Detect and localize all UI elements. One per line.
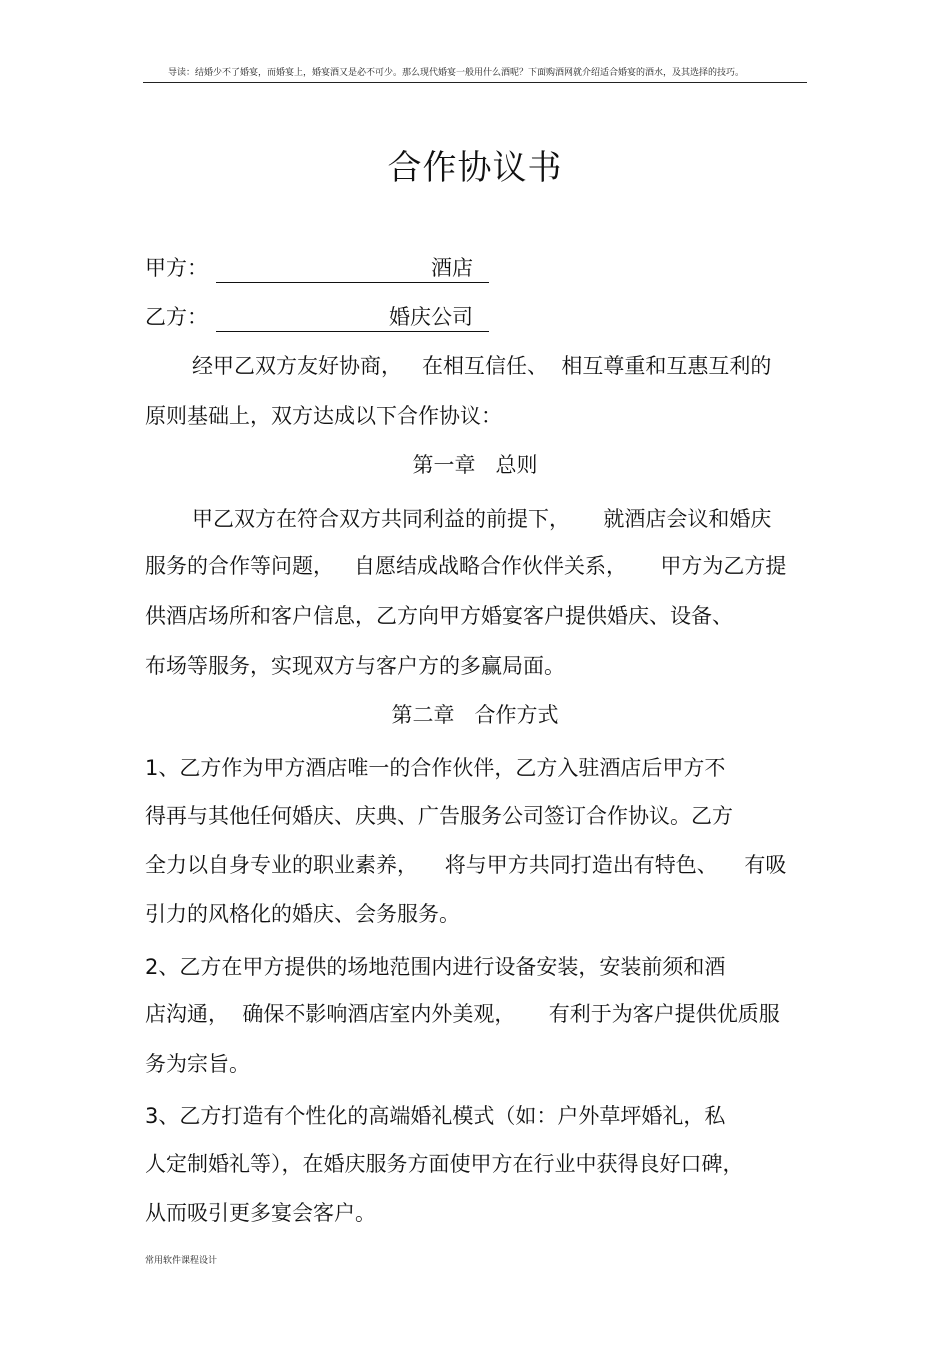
chapter-2-heading: 第二章 合作方式 <box>391 703 559 727</box>
footer-note: 常用软件课程设计 <box>145 1256 218 1266</box>
party-b-field: 婚庆公司 <box>216 302 489 332</box>
chapter-1-line-4: 布场等服务，实现双方与客户方的多赢局面。 <box>145 654 565 678</box>
party-a-label: 甲方： <box>145 256 208 280</box>
item-1-line-3: 全力以自身专业的职业素养， 将与甲方共同打造出有特色、 有吸 <box>145 853 787 877</box>
item-2-line-3: 务为宗旨。 <box>145 1052 250 1076</box>
intro-line-2: 原则基础上，双方达成以下合作协议： <box>145 404 502 428</box>
item-2-line-2: 店沟通， 确保不影响酒店室内外美观， 有利于为客户提供优质服 <box>145 1002 780 1026</box>
item-1-line-1: 1、乙方作为甲方酒店唯一的合作伙伴，乙方入驻酒店后甲方不 <box>145 756 726 780</box>
item-1-line-2: 得再与其他任何婚庆、庆典、广告服务公司签订合作协议。乙方 <box>145 804 733 828</box>
intro-line-1: 经甲乙双方友好协商， 在相互信任、 相互尊重和互惠互利的 <box>192 354 772 378</box>
item-3-line-2: 人定制婚礼等），在婚庆服务方面使甲方在行业中获得良好口碑， <box>145 1152 744 1176</box>
chapter-1-heading: 第一章 总则 <box>412 453 538 477</box>
item-1-line-4: 引力的风格化的婚庆、会务服务。 <box>145 902 460 926</box>
document-title: 合作协议书 <box>387 148 563 188</box>
header-note: 导读：结婚少不了婚宴，而婚宴上，婚宴酒又是必不可少。那么现代婚宴一般用什么酒呢？下面购酒网就介绍适合婚宴的酒水，及其选择的技巧。 <box>168 68 745 78</box>
header-divider <box>143 82 807 83</box>
item-3-line-1: 3、乙方打造有个性化的高端婚礼模式（如：户外草坪婚礼，私 <box>145 1104 726 1128</box>
chapter-1-line-3: 供酒店场所和客户信息，乙方向甲方婚宴客户提供婚庆、设备、 <box>145 604 733 628</box>
item-2-line-1: 2、乙方在甲方提供的场地范围内进行设备安装，安装前须和酒 <box>145 955 726 979</box>
party-a-field: 酒店 <box>216 253 489 283</box>
chapter-1-line-2: 服务的合作等问题， 自愿结成战略合作伙伴关系， 甲方为乙方提 <box>145 554 787 578</box>
chapter-1-line-1: 甲乙双方在符合双方共同利益的前提下， 就酒店会议和婚庆 <box>192 507 772 531</box>
party-b-label: 乙方： <box>145 305 208 329</box>
item-3-line-3: 从而吸引更多宴会客户。 <box>145 1201 376 1225</box>
